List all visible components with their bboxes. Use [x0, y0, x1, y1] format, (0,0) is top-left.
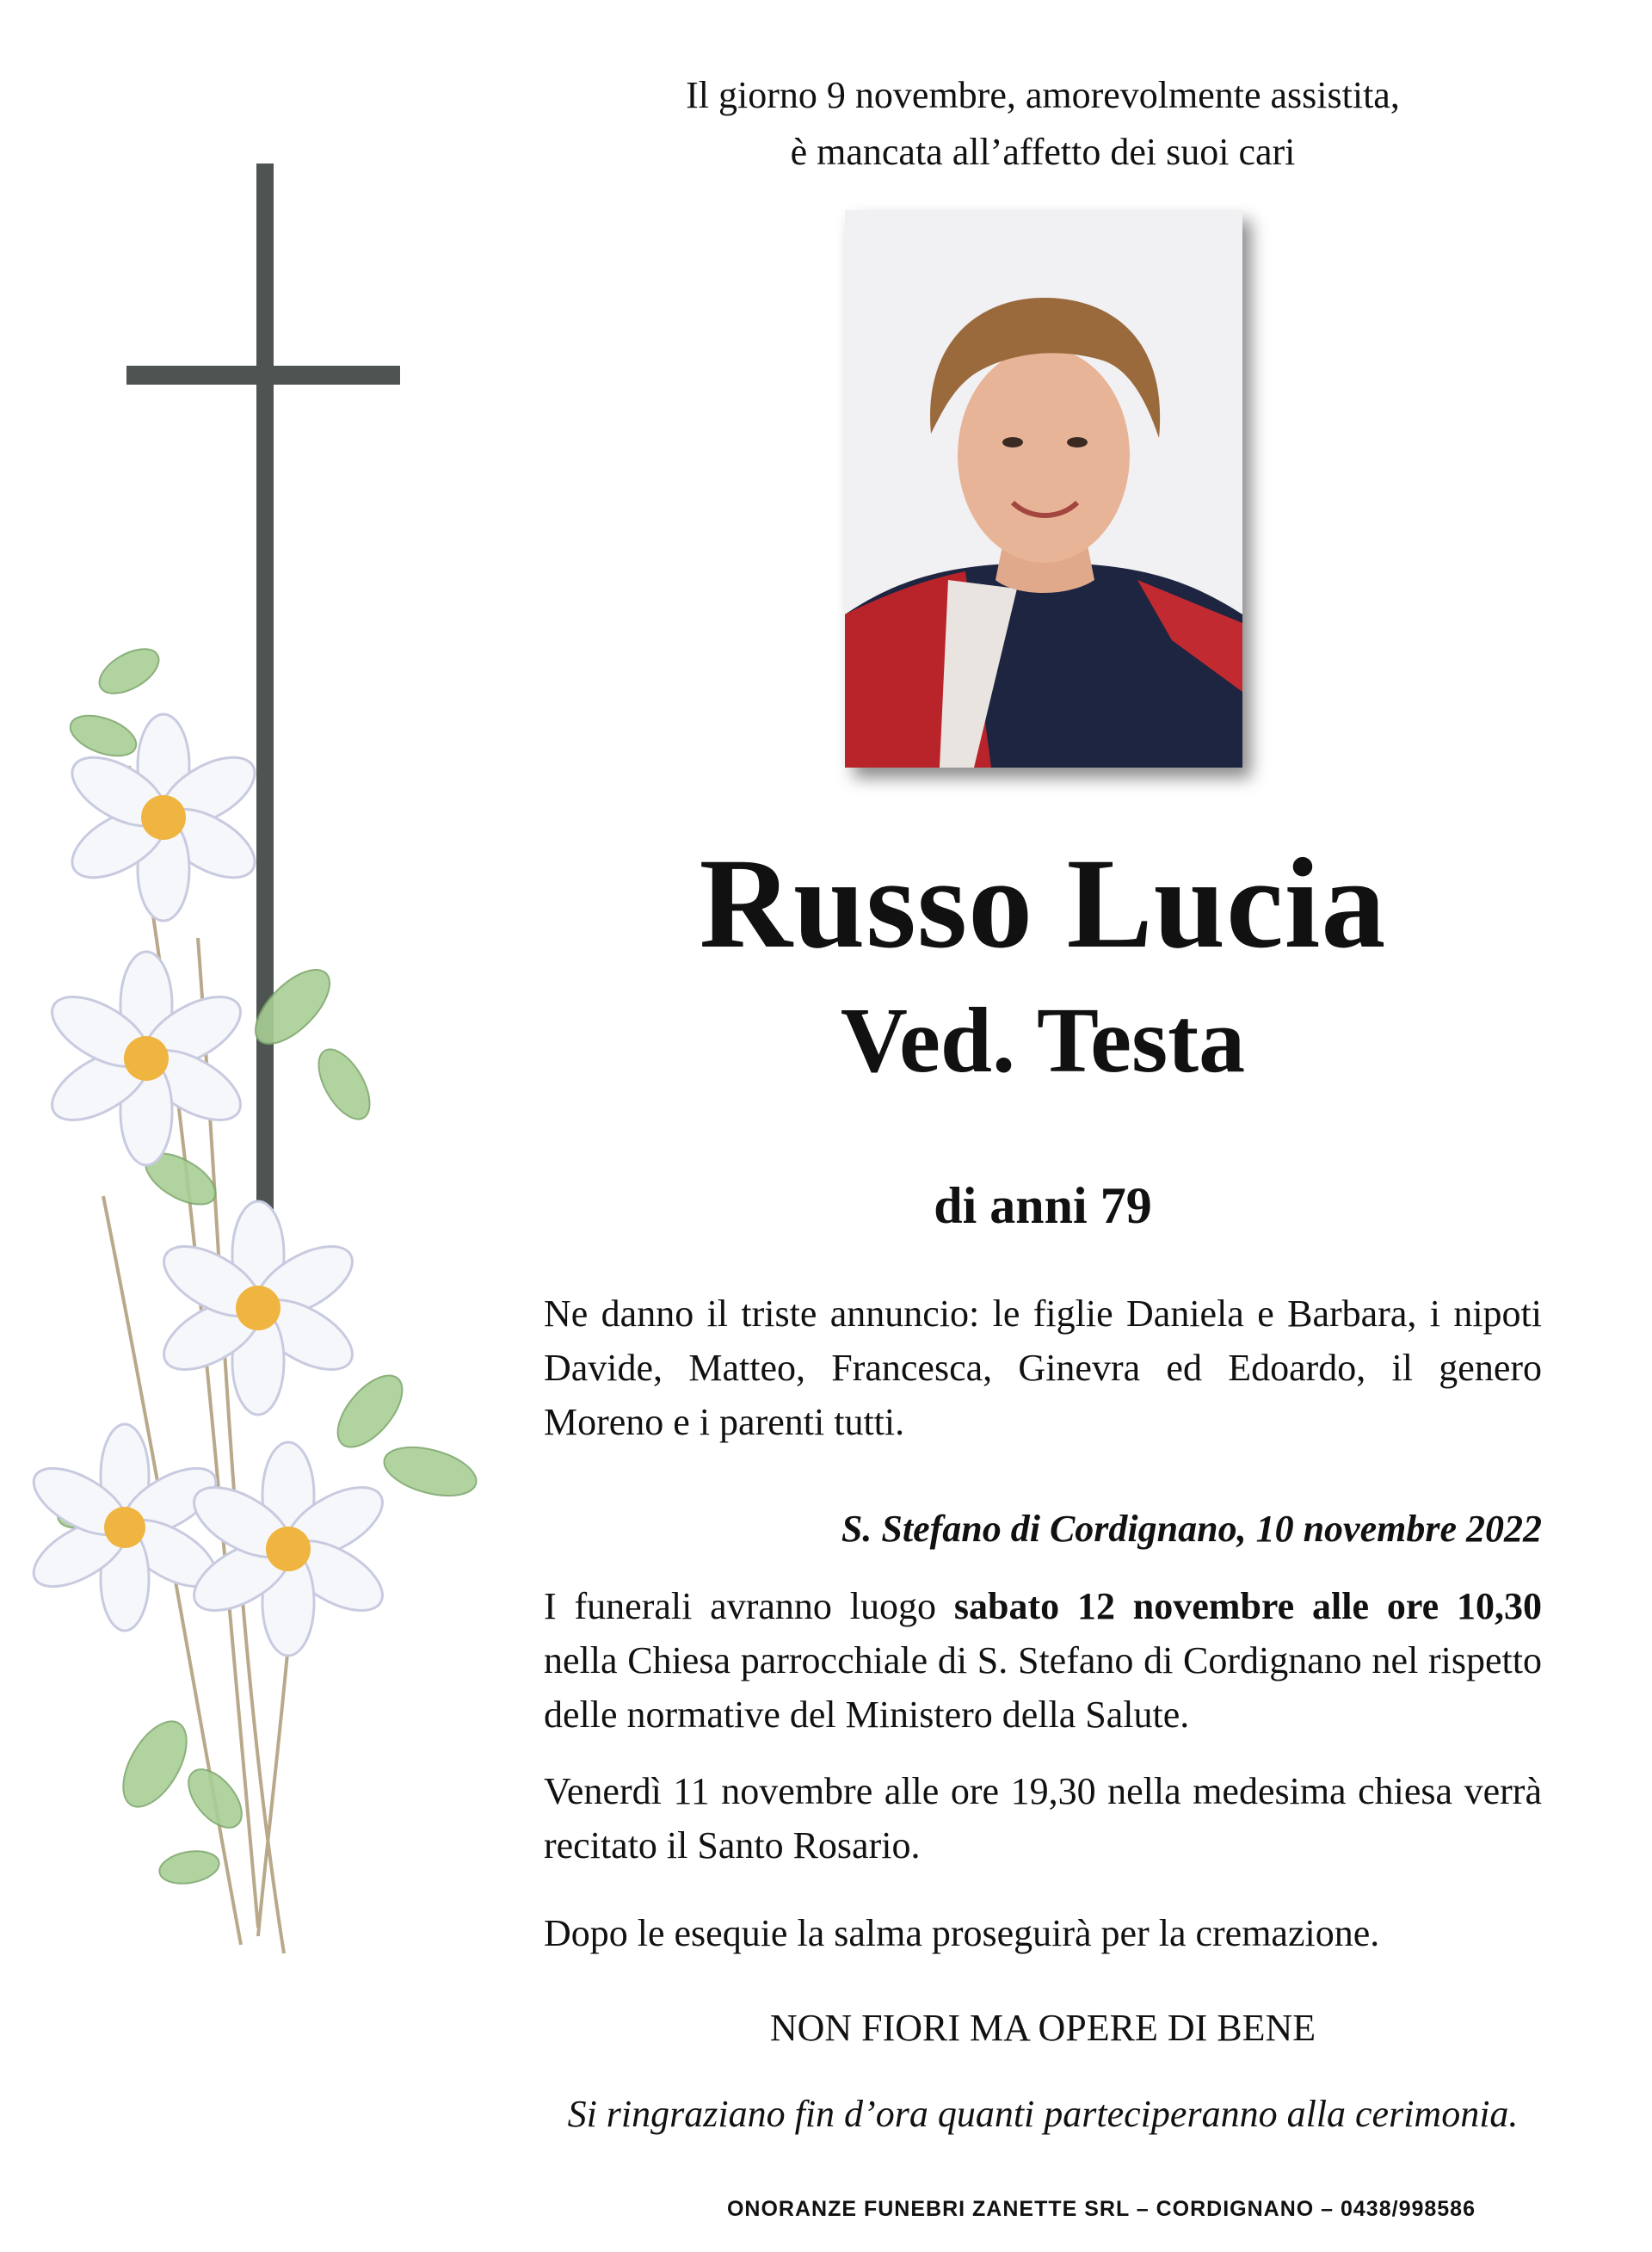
deceased-alias: Ved. Testa [840, 990, 1246, 1092]
no-flowers-motto: NON FIORI MA OPERE DI BENE [769, 2007, 1316, 2049]
thanks-line: Si ringraziano fin d’ora quanti parteciperanno alla cerimonia. [567, 2093, 1519, 2135]
funeral-suffix: nella Chiesa parrocchiale di S. Stefano di Cordignano nel rispetto delle normative del Ministero della Salute. [544, 1639, 1542, 1736]
cross-with-lilies-illustration [0, 164, 551, 2014]
intro-line-1: Il giorno 9 novembre, amorevolmente assistita, [686, 74, 1400, 116]
intro-line-2: è mancata all’affetto dei suoi cari [790, 131, 1296, 173]
place-date: S. Stefano di Cordignano, 10 novembre 2022 [841, 1508, 1542, 1550]
lily-flower [153, 1201, 364, 1415]
rosary-paragraph: Venerdì 11 novembre alle ore 19,30 nella medesima chiesa verrà recitato il Santo Rosario. [544, 1770, 1542, 1866]
funeral-paragraph [544, 1579, 1542, 1742]
portrait-illustration [845, 210, 1242, 768]
funeral-prefix: I funerali avranno luogo [544, 1585, 954, 1627]
deceased-age: di anni 79 [934, 1177, 1152, 1234]
intro-text [544, 67, 1542, 181]
deceased-name: Russo Lucia [699, 832, 1387, 975]
funeral-home-footer: ONORANZE FUNEBRI ZANETTE SRL – CORDIGNANO – 0438/998586 [726, 2197, 1476, 2221]
funeral-date-time: sabato 12 novembre alle ore 10,30 [953, 1585, 1543, 1627]
cross-horizontal-bar [126, 366, 400, 385]
cremation-paragraph: Dopo le esequie la salma proseguirà per la cremazione. [544, 1912, 1380, 1954]
portrait-photo [845, 210, 1242, 768]
cross-vertical-bar [256, 164, 274, 1274]
announcement-paragraph: Ne danno il triste annuncio: le figlie Daniela e Barbara, i nipoti Davide, Matteo, Francesca, Ginevra ed Edoardo, il genero Moreno e i parenti tutti. [544, 1293, 1542, 1443]
lily-flower [41, 952, 252, 1165]
